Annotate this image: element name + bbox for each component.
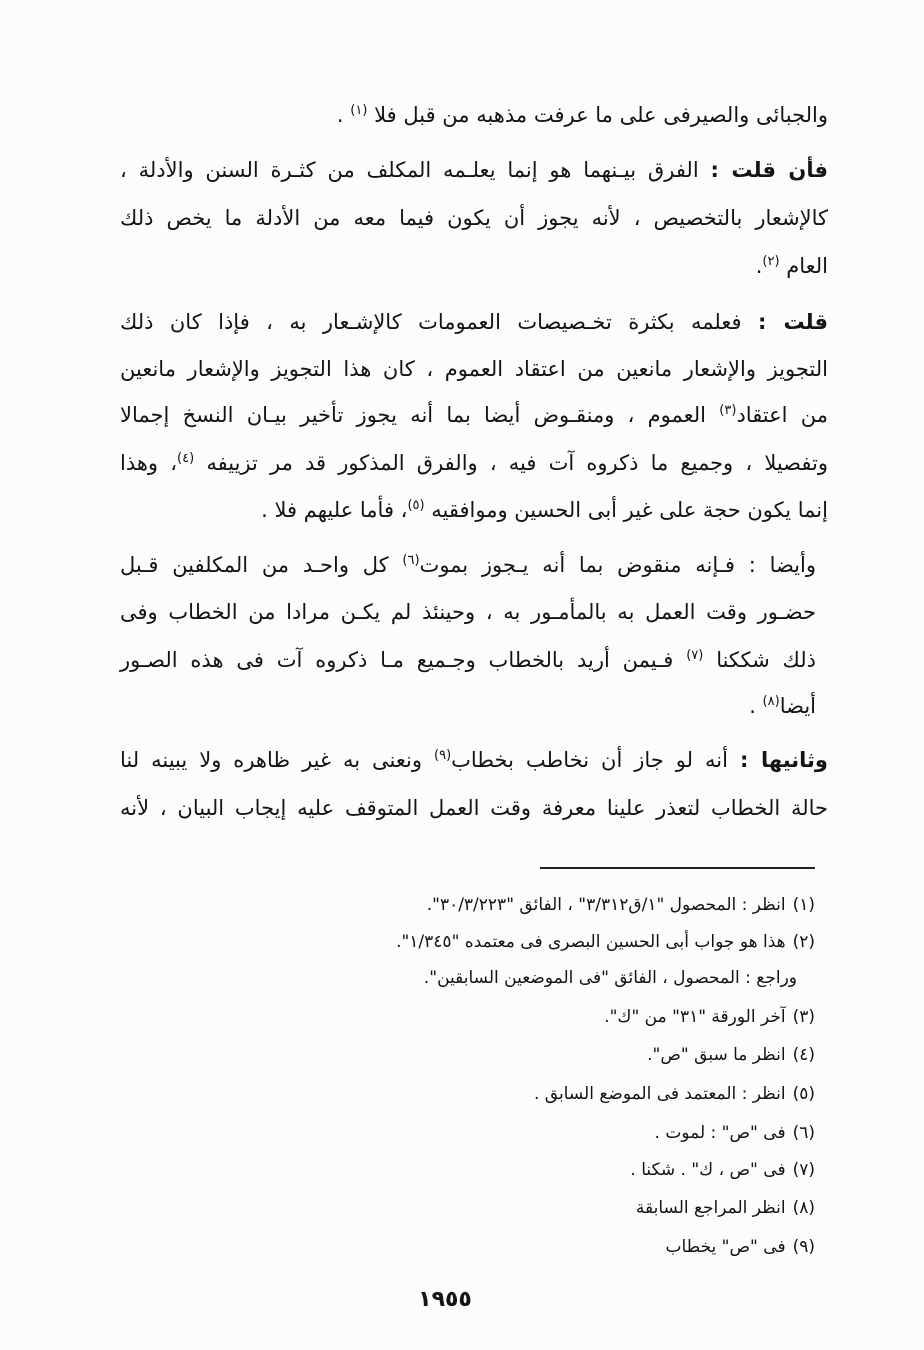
body-line (120, 349, 828, 389)
footnote-text: آخر الورقة "٣١" من "ك". (604, 1007, 786, 1027)
footnote-ref: (٥) (407, 498, 425, 514)
text-segment: العام (779, 254, 828, 278)
footnote-text: وراجع : المحصول ، الفائق "فى الموضعين السابقين". (423, 968, 797, 988)
footnote-ref: (٣) (719, 403, 737, 419)
body-line (120, 246, 828, 286)
footnote-text: انظر : المعتمد فى الموضع السابق . (533, 1084, 786, 1104)
text-segment: أيضا (779, 694, 816, 718)
footnote-continuation (424, 963, 797, 993)
footnote-number: (١) (792, 895, 815, 915)
text-segment: ، وهذا (120, 451, 178, 475)
body-line (120, 740, 828, 780)
text-segment: ونعنى به غير ظاهره ولا يبينه لنا (120, 748, 434, 772)
body-line (120, 545, 816, 585)
text-segment: وتفصيلا ، وجميع ما ذكروه آت فيه ، والفرق المذكور قد مر تزييفه (194, 451, 829, 475)
footnote (647, 1040, 815, 1070)
text-segment: . (336, 103, 351, 127)
footnote-text: انظر ما سبق "ص". (647, 1045, 786, 1065)
footnote-number: (٢) (792, 932, 815, 952)
body-line (120, 395, 828, 435)
text-segment: . (749, 694, 763, 718)
footnote (655, 1118, 815, 1148)
text-segment: حضـور وقت العمل به بالمأمـور به ، وحينئذ لم يكـن مرادا من الخطاب وفى (120, 600, 816, 624)
body-line (120, 198, 828, 238)
footnote-text: انظر المراجع السابقة (635, 1198, 786, 1218)
text-segment: . (755, 254, 763, 278)
footnote (636, 1193, 815, 1223)
body-line (120, 686, 816, 726)
body-line (120, 640, 816, 680)
footnote-number: (٣) (792, 1007, 815, 1027)
paragraph-lead: وثانيها : (739, 748, 828, 772)
footnote (396, 927, 815, 957)
footnote-number: (٦) (792, 1123, 815, 1143)
text-segment: كالإشعار بالتخصيص ، لأنه يجوز أن يكون فيما معه من الأدلة ما يخص ذلك (120, 206, 828, 230)
footnote (630, 1155, 815, 1185)
body-line (120, 95, 828, 135)
text-segment: إنما يكون حجة على غير أبى الحسين وموافقيه (424, 498, 828, 522)
footnote-number: (٨) (792, 1198, 815, 1218)
text-segment: ذلك شككنا (703, 648, 817, 672)
text-segment: العموم ، ومنقـوض أيضا بما أنه يجوز تأخير بيـان النسخ إجمالا (120, 403, 720, 427)
footnote-ref: (٦) (402, 553, 420, 569)
footnote (427, 890, 815, 920)
footnote-ref: (١) (350, 103, 368, 119)
footnote (665, 1232, 815, 1262)
text-segment: فـيمن أريد بالخطاب وجـميع مـا ذكروه آت فى هذه الصـور (120, 648, 687, 672)
footnote-text: انظر : المحصول "١/ق٣/٣١٢" ، الفائق "٣٠/٣/٢٢٣". (426, 895, 786, 915)
text-segment: كل واحـد من المكلفين قـبل (120, 553, 403, 577)
text-segment: فعلمه بكثرة تخـصيصات العمومات كالإشـعار به ، فإذا كان ذلك (120, 310, 758, 334)
text-segment: من اعتقاد (736, 403, 829, 427)
footnote-ref: (٢) (762, 254, 780, 270)
footnote-ref: (٨) (762, 694, 780, 710)
footnote-ref: (٧) (686, 648, 704, 664)
footnote-number: (٤) (792, 1045, 815, 1065)
body-line (120, 788, 828, 828)
footnote-text: فى "ص" يخطاب (665, 1237, 786, 1257)
footnote-number: (٧) (792, 1160, 815, 1180)
text-segment: التجويز والإشعار مانعين من اعتقاد العموم ، كان هذا التجويز والإشعار مانعين (120, 357, 828, 381)
footnote (604, 1002, 815, 1032)
text-segment: أنه لو جاز أن نخاطب بخطاب (451, 748, 740, 772)
body-line (120, 592, 816, 632)
footnote-text: فى "ص ، ك" . شكنا . (630, 1160, 786, 1180)
footnote-ref: (٤) (177, 451, 195, 467)
text-segment: وأيضا : فـإنه منقوض بما أنه يـجوز بموت (419, 553, 816, 577)
footnote-separator (540, 867, 815, 869)
footnote-text: هذا هو جواب أبى الحسين البصرى فى معتمده "١/٣٤٥". (396, 932, 786, 952)
text-segment: والجبائى والصيرفى على ما عرفت مذهبه من قبل فلا (367, 103, 828, 127)
body-line (120, 443, 828, 483)
body-line (120, 490, 828, 530)
text-segment: حالة الخطاب لتعذر علينا معرفة وقت العمل المتوقف عليه إيجاب البيان ، لأنه (120, 796, 828, 820)
footnote-text: فى "ص" : لموت . (654, 1123, 786, 1143)
page-number: ١٩٥٥ (418, 1287, 472, 1312)
text-segment: الفرق بيـنهما هو إنما يعلـمه المكلف من كثـرة السنن والأدلة ، (120, 158, 711, 182)
footnote-number: (٩) (792, 1237, 815, 1257)
paragraph-lead: فأن قلت : (710, 158, 828, 182)
text-segment: ، فأما عليهم فلا . (261, 498, 408, 522)
footnote-number: (٥) (792, 1084, 815, 1104)
body-line (120, 302, 828, 342)
footnote (534, 1079, 815, 1109)
footnote-ref: (٩) (433, 748, 452, 764)
body-line (120, 150, 828, 190)
paragraph-lead: قلت : (757, 310, 828, 334)
